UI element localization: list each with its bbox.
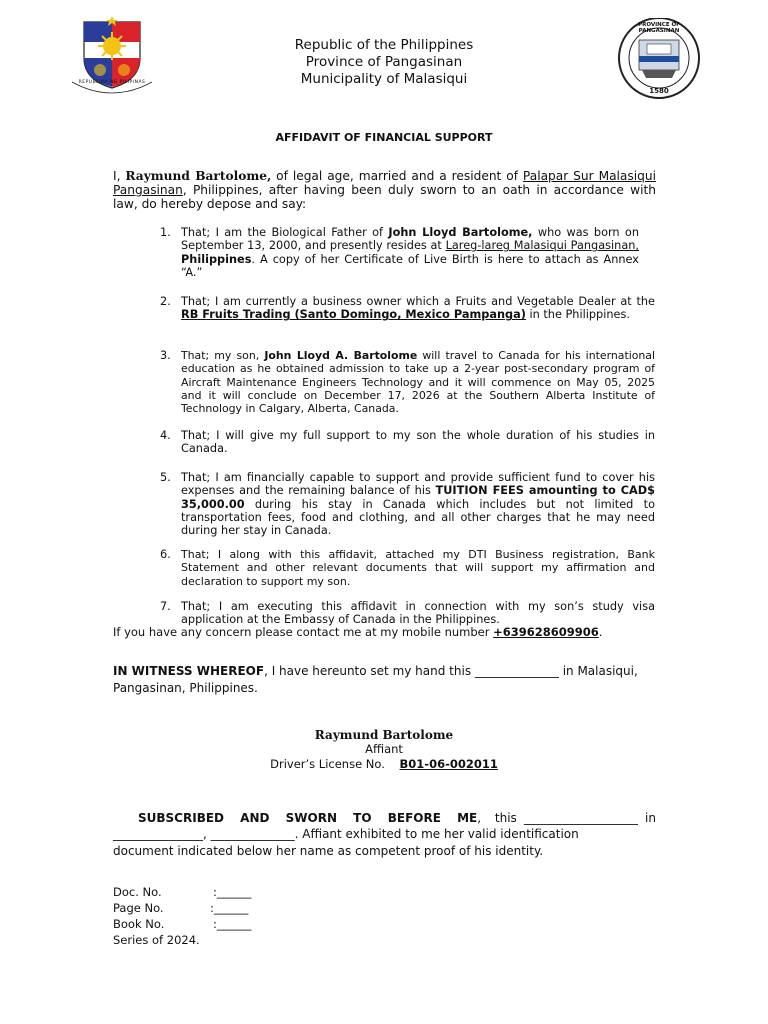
- item-1: That; I am the Biological Father of John Lloyd Bartolome, who was born on September 13, 2000, and presently resides at Lareg-lareg Malasiqui Pangasinan, Philippines. A copy of her Certificate of Live Birth is here to attach as Annex “A.”: [181, 226, 640, 279]
- header-province: Province of Pangasinan: [305, 54, 463, 70]
- contact-line: If you have any concern please contact me at my mobile number +639628609906.: [113, 625, 603, 639]
- affiant-name: Raymund Bartolome,: [125, 169, 272, 183]
- header-republic: Republic of the Philippines: [294, 37, 474, 53]
- item-7: That; I am executing this affidavit in connection with my son’s study visa application at the Embassy of Canada in the Philippines.: [181, 600, 655, 627]
- item-number: 2.: [160, 295, 171, 308]
- item-6: That; I along with this affidavit, attached my DTI Business registration, Bank Statement and other relevant documents that will support my affirmation and declaration to support my son.: [181, 548, 655, 588]
- item-3: That; my son, John Lloyd A. Bartolome will travel to Canada for his international education as he obtained admission to take up a 2-year post-secondary program of Aircraft Maintenance Engineers Technology and it will commence on May 05, 2025 and it will conclude on December 17, 2026 at the Southern Alberta Institute of Technology in Calgary, Alberta, Canada.: [181, 349, 656, 416]
- signatory-name: Raymund Bartolome: [314, 728, 454, 742]
- item-4: That; I will give my full support to my son the whole duration of his studies in Canada.: [181, 429, 655, 456]
- witness-paragraph: IN WITNESS WHEREOF, I have hereunto set my hand this ______________ in Malasiqui, Pangasinan, Philippines.: [113, 664, 638, 695]
- tuition-amount: TUITION FEES amounting to CAD$ 35,000.00: [181, 484, 655, 511]
- item-number: 6.: [160, 548, 171, 561]
- license-number: B01-06-002011: [399, 757, 498, 771]
- business-name: RB Fruits Trading (Santo Domingo, Mexico Pampanga): [181, 308, 526, 322]
- seal-right-year: 1580: [649, 87, 669, 95]
- seal-left-text: REPUBLIKA NG PILIPINAS: [78, 80, 146, 85]
- license-line: Driver’s License No. B01-06-002011: [270, 757, 498, 771]
- item-number: 4.: [160, 429, 171, 442]
- signatory-role: Affiant: [365, 742, 403, 756]
- residence: Palapar Sur Malasiqui Pangasinan: [113, 169, 656, 198]
- item-number: 5.: [160, 471, 171, 484]
- subscribed-line-2: _______________, ______________. Affiant exhibited to me her valid identification: [113, 827, 579, 841]
- subscribed-line-1: SUBSCRIBED AND SWORN TO BEFORE ME, this ___________________ in: [138, 811, 656, 825]
- item-number: 3.: [160, 349, 171, 362]
- header-municipality: Municipality of Malasiqui: [300, 71, 468, 87]
- seal-right-text: PROVINCE OF PANGASINAN: [638, 22, 680, 34]
- intro-paragraph: I, Raymund Bartolome, of legal age, married and a resident of Palapar Sur Malasiqui Pangasinan, Philippines, after having been duly sworn to an oath in accordance with law, do hereby depose and say:: [113, 169, 656, 212]
- item-5: That; I am financially capable to support and provide sufficient fund to cover his expenses and the remaining balance of his TUITION FEES amounting to CAD$ 35,000.00 during his stay in Canada which includes but not limited to transportation fees, food and clothing, and all other charges that he may need during her stay in Canada.: [181, 471, 655, 538]
- series: Series of 2024.: [113, 933, 200, 947]
- mobile-number: +639628609906: [493, 625, 599, 639]
- item-number: 1.: [160, 226, 171, 239]
- item-2: That; I am currently a business owner which a Fruits and Vegetable Dealer at the RB Fruits Trading (Santo Domingo, Mexico Pampanga) in the Philippines.: [181, 295, 655, 322]
- notary-block: Doc. No. :______ Page No. :______ Book No. :______ Series of 2024.: [113, 885, 252, 947]
- subscribed-line-3: document indicated below her name as competent proof of his identity.: [113, 844, 544, 858]
- document-title: AFFIDAVIT OF FINANCIAL SUPPORT: [275, 131, 493, 144]
- item-number: 7.: [160, 600, 171, 613]
